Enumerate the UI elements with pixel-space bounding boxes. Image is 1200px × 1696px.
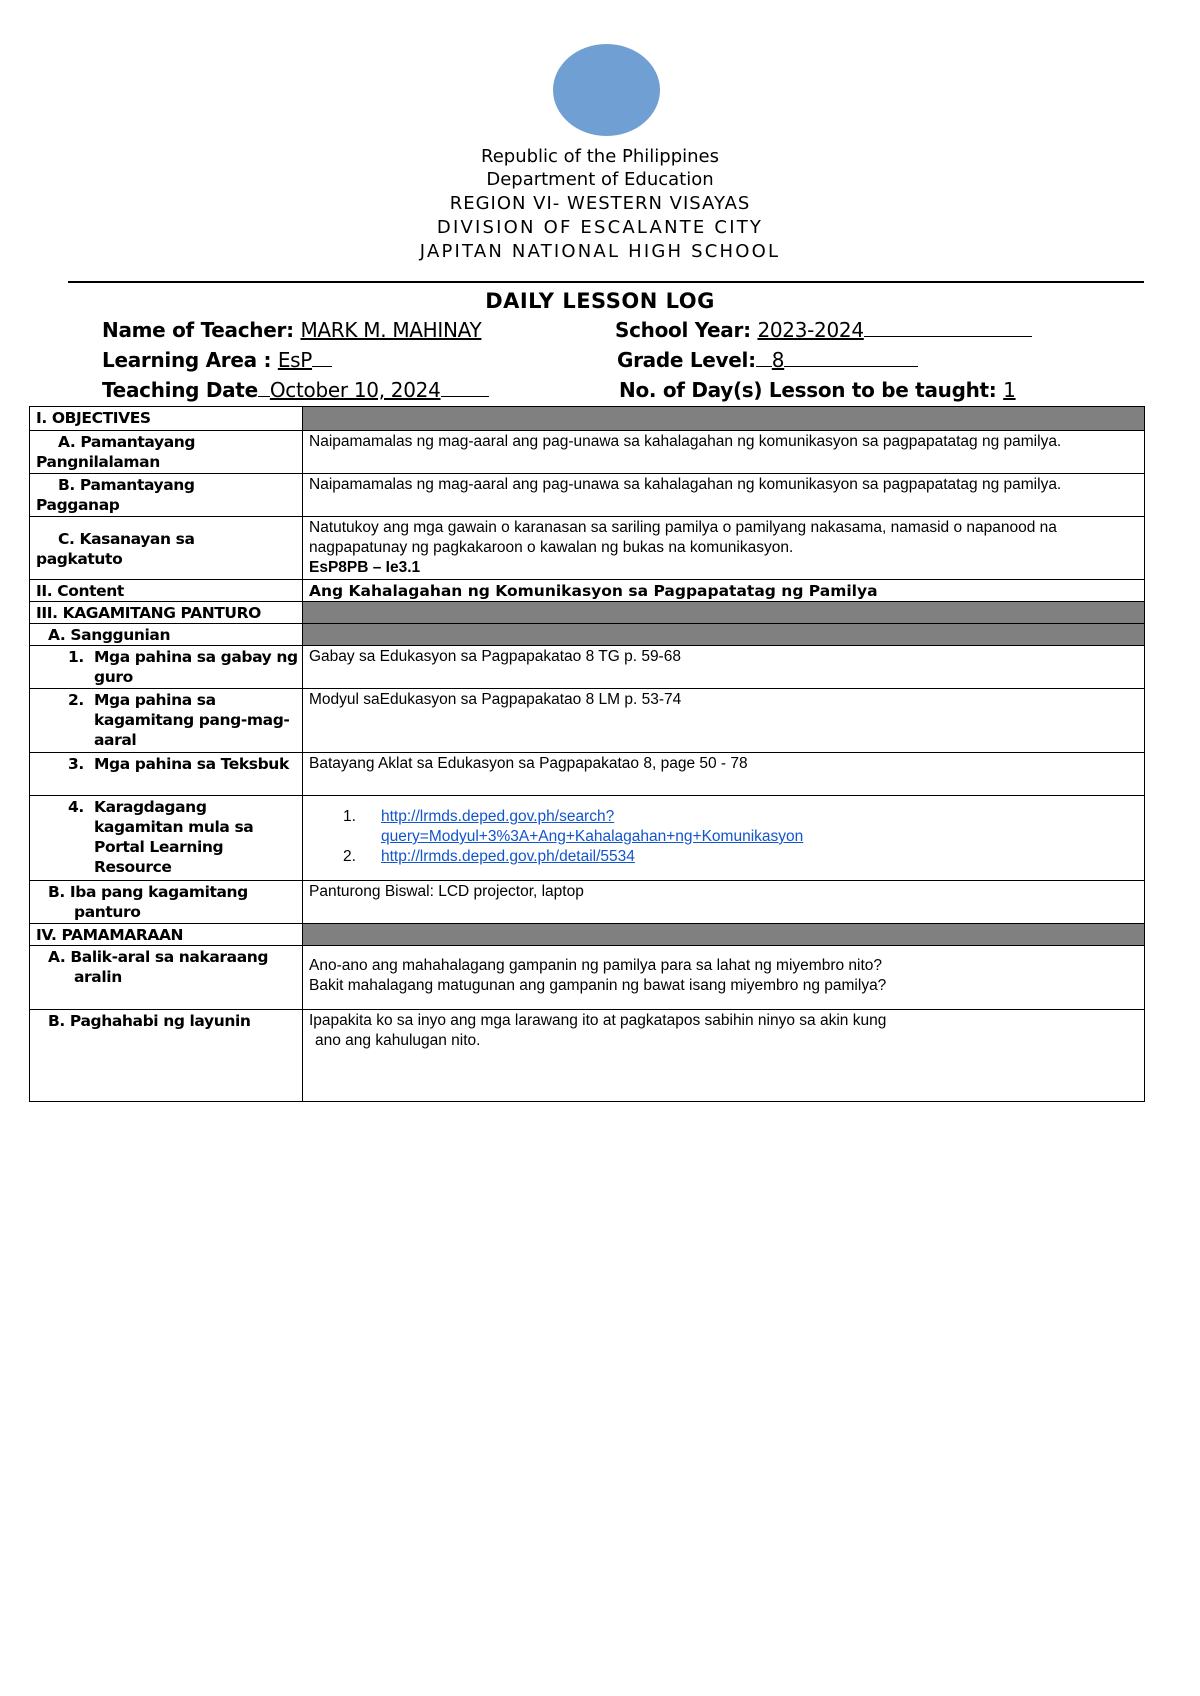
pamantayang-pangnilalaman-label [30, 431, 303, 474]
list-number: 3. [68, 755, 84, 773]
text-line: Ipapakita ko sa inyo ang mga larawang ito at pagkatapos sabihin ninyo sa akin kung [309, 1012, 887, 1029]
portal-resource-links [303, 796, 1145, 881]
table-row [30, 689, 1145, 753]
label-line: panturo [74, 903, 141, 921]
grade-level-label: Grade Level: [617, 348, 756, 372]
text-line: ano ang kahulugan nito. [315, 1032, 481, 1049]
gabay-guro-label [30, 646, 303, 689]
lrmds-search-link[interactable]: http://lrmds.deped.gov.ph/search? [381, 808, 615, 825]
kagamitang-mag-aaral-label [30, 689, 303, 753]
label-line: Mga pahina sa kagamitang pang-mag-aaral [94, 691, 290, 749]
list-number: 1. [68, 648, 84, 666]
teacher-label: Name of Teacher: [102, 318, 294, 342]
underline-blank [312, 348, 332, 367]
header-divider [68, 281, 1144, 283]
label-line: Pagganap [36, 496, 120, 514]
competency-code: EsP8PB – Ie3.1 [309, 559, 421, 576]
label-line: A. Balik-aral sa nakaraang [48, 948, 269, 966]
lesson-log-table [29, 406, 1145, 1102]
table-row [30, 624, 1145, 646]
shaded-cell [303, 602, 1145, 624]
content-text: Ang Kahalagahan ng Komunikasyon sa Pagpapatatag ng Pamilya [303, 580, 1145, 602]
grade-level-field [617, 348, 918, 372]
kagamitang-mag-aaral-text: Modyul saEdukasyon sa Pagpapakatao 8 LM p. 53-74 [303, 689, 1145, 753]
label-line: aralin [74, 968, 122, 986]
table-row [30, 924, 1145, 946]
underline-blank [258, 378, 270, 397]
list-number: 1. [343, 808, 356, 825]
school-year-value: 2023-2024 [757, 318, 864, 342]
label-line: B. Iba pang kagamitang [48, 883, 248, 901]
label-line: Mga pahina sa gabay ng guro [94, 648, 298, 686]
underline-blank [756, 348, 772, 367]
table-row [30, 881, 1145, 924]
pamantayang-pangnilalaman-text: Naipamamalas ng mag-aaral ang pag-unawa sa kahalagahan ng komunikasyon sa pagpapatatag ng pamilya. [303, 431, 1145, 474]
teaching-date-field [102, 378, 489, 402]
deped-seal [553, 44, 660, 136]
iba-pang-kagamitan-text: Panturong Biswal: LCD projector, laptop [303, 881, 1145, 924]
header-division: DIVISION OF ESCALANTE CITY [436, 217, 764, 238]
balik-aral-label [30, 946, 303, 1010]
text-line: Ano-ano ang mahahalagang gampanin ng pamilya para sa lahat ng miyembro nito? [309, 957, 883, 974]
label-line: pagkatuto [36, 549, 123, 568]
teacher-field [102, 318, 481, 342]
lrmds-detail-link[interactable]: http://lrmds.deped.gov.ph/detail/5534 [381, 848, 635, 865]
gabay-guro-text: Gabay sa Edukasyon sa Pagpapakatao 8 TG p. 59-68 [303, 646, 1145, 689]
label-line: A. Sanggunian [48, 626, 171, 644]
table-row [30, 753, 1145, 796]
underline-blank [864, 318, 1032, 337]
header-region: REGION VI- WESTERN VISAYAS [449, 193, 751, 214]
underline-blank [784, 348, 918, 367]
table-row [30, 946, 1145, 1010]
teksbuk-text: Batayang Aklat sa Edukasyon sa Pagpapakatao 8, page 50 - 78 [303, 753, 1145, 796]
label-line: B. Pamantayang [58, 476, 195, 494]
table-row [30, 407, 1145, 431]
iba-pang-kagamitan-label [30, 881, 303, 924]
kasanayan-label [30, 517, 303, 580]
table-row [30, 796, 1145, 881]
label-line: Mga pahina sa Teksbuk [94, 755, 289, 773]
header-republic: Republic of the Philippines [481, 146, 719, 167]
learning-area-label: Learning Area : [102, 348, 272, 372]
list-number: 4. [68, 798, 84, 816]
pamantayang-pagganap-label [30, 474, 303, 517]
teacher-value: MARK M. MAHINAY [300, 318, 482, 342]
teaching-date-value: October 10, 2024 [269, 378, 441, 402]
text-line: Bakit mahalagang matugunan ang gampanin ng bawat isang miyembro ng pamilya? [309, 977, 887, 994]
lrmds-search-link-query[interactable]: query=Modyul+3%3A+Ang+Kahalagahan+ng+Komunikasyon [381, 828, 804, 845]
portal-resource-label [30, 796, 303, 881]
table-row [30, 1010, 1145, 1102]
table-row [30, 580, 1145, 602]
learning-area-field [102, 348, 332, 372]
label-line: Pangnilalaman [36, 453, 160, 471]
paghahabi-label [30, 1010, 303, 1102]
content-label: II. Content [30, 580, 303, 602]
teaching-date-label: Teaching Date [102, 378, 258, 402]
label-line: Karagdagang kagamitan mula sa Portal Learning Resource [94, 798, 254, 876]
label-line: C. Kasanayan sa [58, 529, 195, 548]
days-field [619, 378, 1016, 402]
shaded-cell [303, 924, 1145, 946]
days-label: No. of Day(s) Lesson to be taught: [619, 378, 997, 402]
header-school: JAPITAN NATIONAL HIGH SCHOOL [419, 241, 781, 262]
days-value: 1 [1003, 378, 1016, 402]
table-row [30, 431, 1145, 474]
label-line: A. Pamantayang [58, 433, 196, 451]
pamantayang-pagganap-text: Naipamamalas ng mag-aaral ang pag-unawa sa kahalagahan ng komunikasyon sa pagpapatatag ng pamilya. [303, 474, 1145, 517]
objectives-heading: I. OBJECTIVES [30, 407, 303, 431]
table-row [30, 602, 1145, 624]
kasanayan-cell [303, 517, 1145, 580]
school-year-label: School Year: [615, 318, 751, 342]
label-line: B. Paghahabi ng layunin [48, 1012, 251, 1030]
header-department: Department of Education [486, 169, 714, 190]
school-year-field [615, 318, 1032, 342]
grade-level-value: 8 [771, 348, 785, 372]
list-number: 2. [343, 848, 356, 865]
table-row [30, 646, 1145, 689]
table-row [30, 474, 1145, 517]
sanggunian-label [30, 624, 303, 646]
teksbuk-label [30, 753, 303, 796]
shaded-cell [303, 624, 1145, 646]
kasanayan-text: Natutukoy ang mga gawain o karanasan sa sariling pamilya o pamilyang nakasama, namasid o napanood na nagpapatunay ng pagkakaroon o kawalan ng bukas na komunikasyon. [309, 519, 1057, 556]
table-row [30, 517, 1145, 580]
balik-aral-text [303, 946, 1145, 1010]
page-title: DAILY LESSON LOG [485, 289, 715, 313]
shaded-cell [303, 407, 1145, 431]
pamamaraan-heading: IV. PAMAMARAAN [30, 924, 303, 946]
kagamitang-panturo-heading: III. KAGAMITANG PANTURO [30, 602, 303, 624]
list-number: 2. [68, 691, 84, 709]
underline-blank [441, 378, 489, 397]
learning-area-value: EsP [277, 348, 313, 372]
paghahabi-text [303, 1010, 1145, 1102]
